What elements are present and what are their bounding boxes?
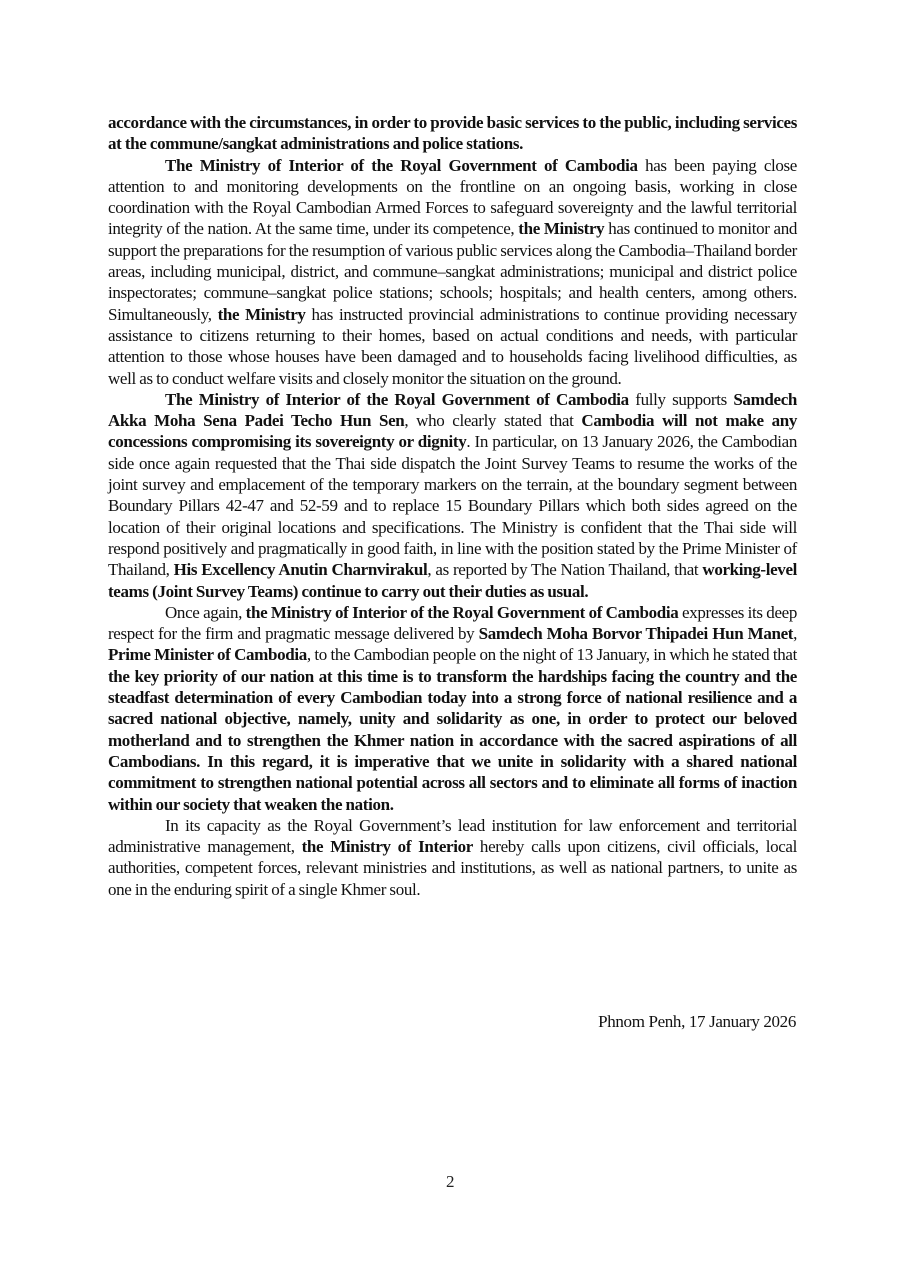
- paragraph-1: accordance with the circumstances, in order to provide basic services to the public, including services at the commune/sangkat administrations and police stations.: [108, 113, 797, 154]
- paragraph-4: Once again, the Ministry of Interior of the Royal Government of Cambodia expresses its deep respect for the firm and pragmatic message delivered by Samdech Moha Borvor Thipadei Hun Manet, Prime Minister of Cambodia, to the Cambodian people on the night of 13 January, in which he stated that the key priority of our nation at this time is to transform the hardships facing the country and the steadfast determination of every Cambodian today into a strong force of national resilience and a sacred national objective, namely, unity and solidarity as one, in order to protect our beloved motherland and to strengthen the Khmer nation in accordance with the sacred aspirations of all Cambodians. In this regard, it is imperative that we unite in solidarity with a shared national commitment to strengthen national potential across all sectors and to eliminate all forms of inaction within our society that weaken the nation.: [108, 602, 797, 814]
- page-number: 2: [446, 1172, 455, 1191]
- paragraph-2: The Ministry of Interior of the Royal Government of Cambodia has been paying close attention to and monitoring developments on the frontline on an ongoing basis, working in close coordination with the Royal Cambodian Armed Forces to safeguard sovereignty and the lawful territorial integrity of the nation. At the same time, under its competence, the Ministry has continued to monitor and support the preparations for the resumption of various public services along the Cambodia–Thailand border areas, including municipal, district, and commune–sangkat administrations; municipal and district police inspectorates; commune–sangkat police stations; schools; hospitals; and health centers, among others. Simultaneously, the Ministry has instructed provincial administrations to continue providing necessary assistance to citizens returning to their homes, based on actual conditions and needs, with particular attention to those whose houses have been damaged and to households facing livelihood difficulties, as well as to conduct welfare visits and closely monitor the situation on the ground.: [108, 155, 797, 388]
- paragraph-3: The Ministry of Interior of the Royal Government of Cambodia fully supports Samdech Akka Moha Sena Padei Techo Hun Sen, who clearly stated that Cambodia will not make any concessions compromising its sovereignty or dignity. In particular, on 13 January 2026, the Cambodian side once again requested that the Thai side dispatch the Joint Survey Teams to resume the works of the joint survey and emplacement of the temporary markers on the terrain, at the boundary segment between Boundary Pillars 42-47 and 52-59 and to replace 15 Boundary Pillars which both sides agreed on the location of their original locations and specifications. The Ministry is confident that the Thai side will respond positively and pragmatically in good faith, in line with the position stated by the Prime Minister of Thailand, His Excellency Anutin Charnvirakul, as reported by The Nation Thailand, that working-level teams (Joint Survey Teams) continue to carry out their duties as usual.: [108, 389, 798, 601]
- place-and-date: Phnom Penh, 17 January 2026: [598, 1012, 796, 1031]
- paragraph-5: In its capacity as the Royal Government’s lead institution for law enforcement and territorial administrative management, the Ministry of Interior hereby calls upon citizens, civil officials, local authorities, competent forces, relevant ministries and institutions, as well as national partners, to unite as one in the enduring spirit of a single Khmer soul.: [108, 815, 797, 899]
- document-body: [108, 112, 797, 900]
